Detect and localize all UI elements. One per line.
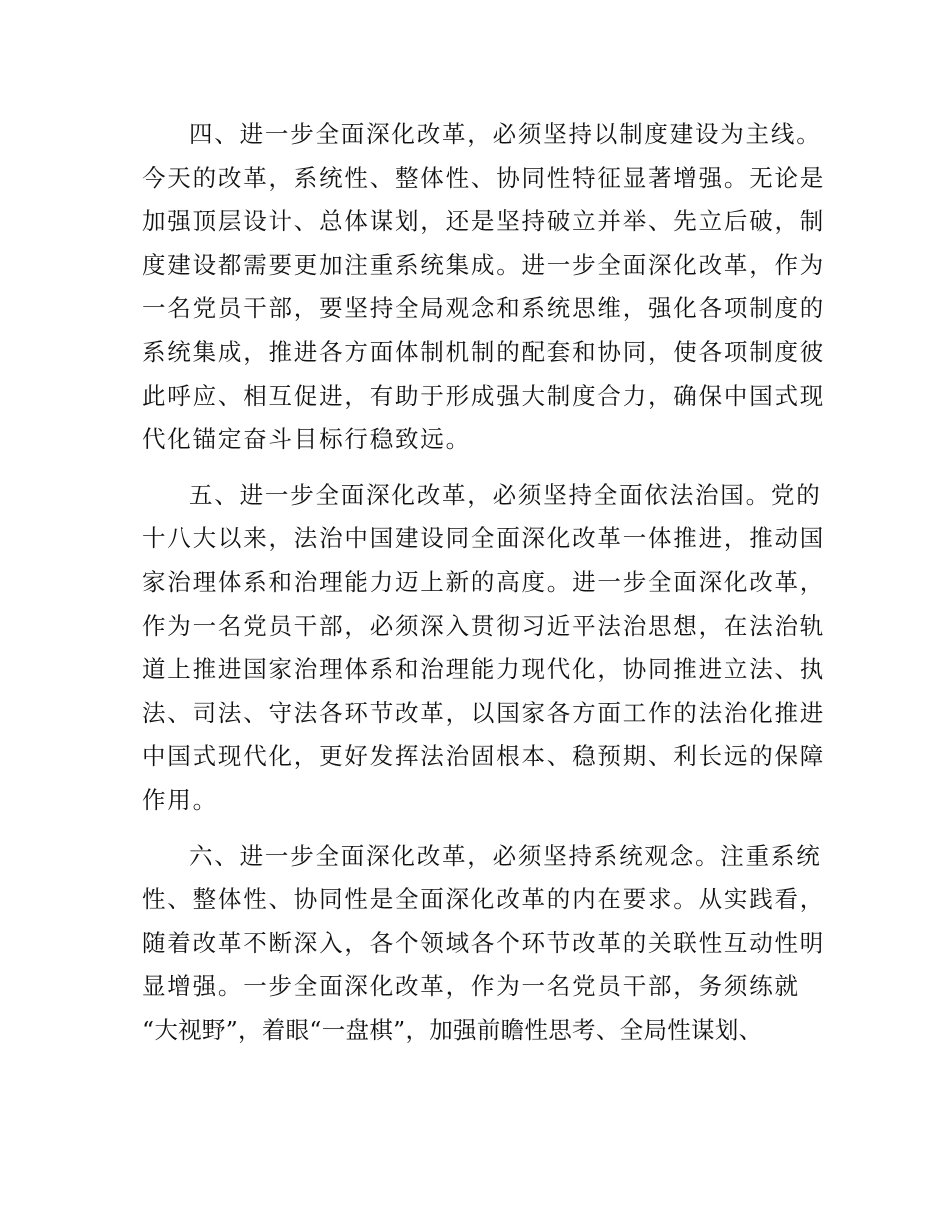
text-line: 家治理体系和治理能力迈上新的高度。进一步全面深化改革，: [142, 567, 826, 596]
text-line: 度建设都需要更加注重系统集成。进一步全面深化改革，作为: [142, 250, 826, 279]
paragraph-6: [142, 835, 827, 1053]
text-line: 加强顶层设计、总体谋划，还是坚持破立并举、先立后破，制: [142, 207, 826, 236]
paragraph-4: [142, 113, 827, 462]
text-line: 此呼应、相互促进，有助于形成强大制度合力，确保中国式现: [142, 381, 826, 410]
text-line: 作用。: [142, 785, 218, 814]
text-line: 性、整体性、协同性是全面深化改革的内在要求。从实践看，: [142, 885, 826, 914]
text-line: 系统集成，推进各方面体制机制的配套和协同，使各项制度彼: [142, 337, 826, 366]
text-line: 一名党员干部，要坚持全局观念和系统思维，强化各项制度的: [142, 294, 826, 323]
text-line: 显增强。一步全面深化改革，作为一名党员干部，务须练就: [142, 972, 800, 1001]
text-line: 五、进一步全面深化改革，必须坚持全面依法治国。党的: [189, 480, 822, 509]
text-line: 道上推进国家治理体系和治理能力现代化，协同推进立法、执: [142, 655, 826, 684]
text-line: 代化锚定奋斗目标行稳致远。: [142, 425, 471, 454]
text-line: 作为一名党员干部，必须深入贯彻习近平法治思想，在法治轨: [142, 611, 826, 640]
text-line: “大视野”，着眼“一盘棋”，加强前瞻性思考、全局性谋划、: [142, 1015, 763, 1044]
text-line: 六、进一步全面深化改革，必须坚持系统观念。注重系统: [189, 841, 822, 870]
paragraph-5: [142, 474, 827, 823]
text-line: 法、司法、守法各环节改革，以国家各方面工作的法治化推进: [142, 698, 826, 727]
document-body: [142, 113, 827, 1064]
text-line: 今天的改革，系统性、整体性、协同性特征显著增强。无论是: [142, 163, 826, 192]
text-line: 中国式现代化，更好发挥法治固根本、稳预期、利长远的保障: [142, 742, 826, 771]
text-line: 随着改革不断深入，各个领域各个环节改革的关联性互动性明: [142, 928, 826, 957]
text-line: 四、进一步全面深化改革，必须坚持以制度建设为主线。: [189, 120, 822, 148]
text-line: 十八大以来，法治中国建设同全面深化改革一体推进，推动国: [142, 524, 826, 553]
